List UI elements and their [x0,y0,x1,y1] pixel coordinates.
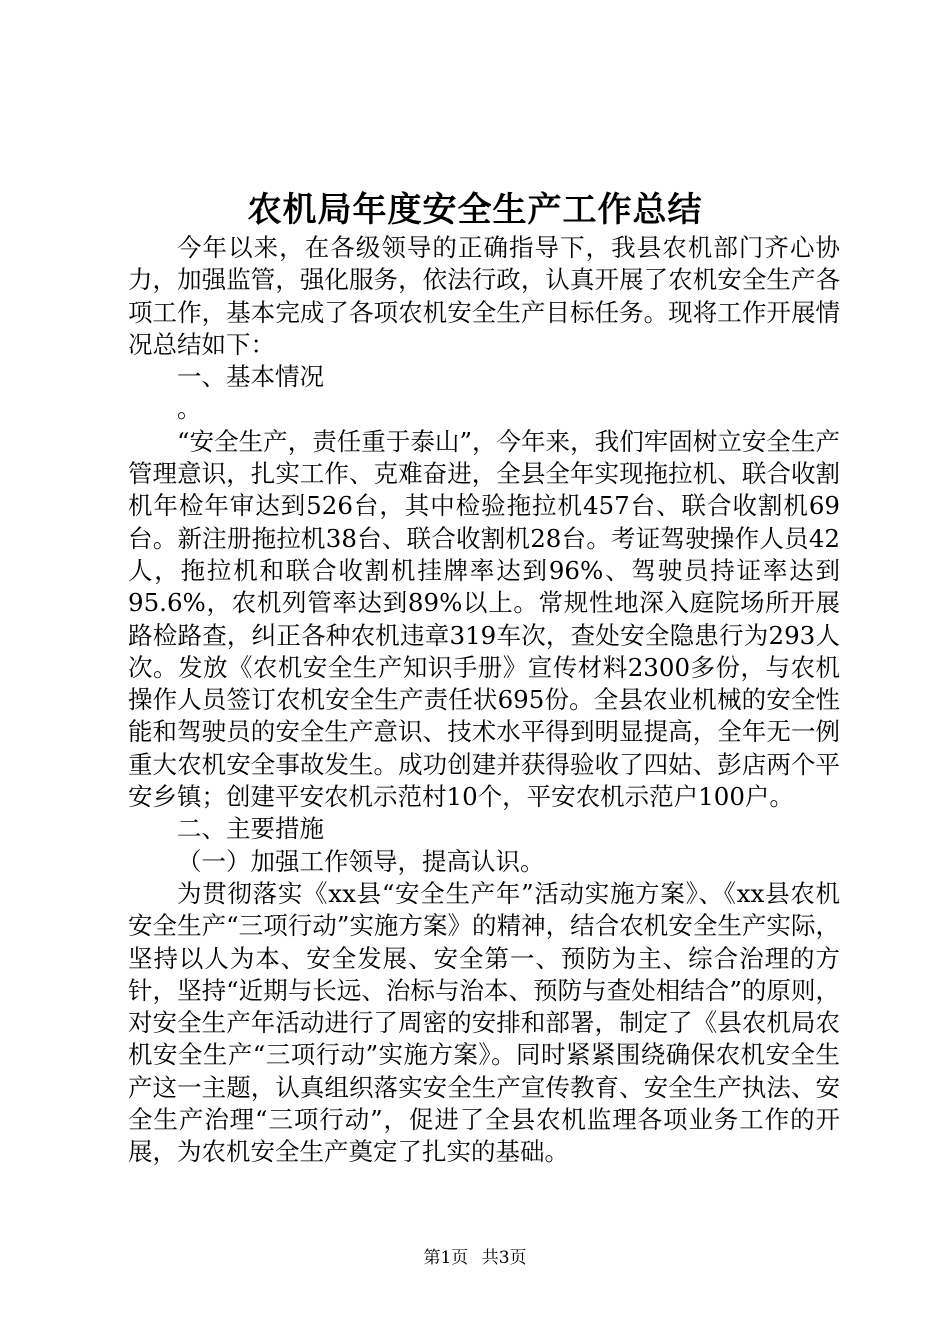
section-heading-measures: 二、主要措施 [177,814,324,844]
page-footer [0,1246,950,1270]
page-total: 共3页 [481,1248,527,1268]
paragraph-intro: 今年以来，在各级领导的正确指导下，我县农机部门齐心协力，加强监管，强化服务，依法行政，认真开展了农机安全生产各项工作，基本完成了各项农机安全生产目标任务。现将工作开展情况总结如下： [128,233,840,359]
paragraph-basic-situation: “安全生产，责任重于泰山”，今年来，我们牢固树立安全生产管理意识，扎实工作、克难奋进，全县全年实现拖拉机、联合收割机年检年审达到526台，其中检验拖拉机457台、联合收割机69台。新注册拖拉机38台、联合收割机28台。考证驾驶操作人员42人，拖拉机和联合收割机挂牌率达到96%、驾驶员持证率达到95.6%，农机列管率达到89%以上。常规性地深入庭院场所开展路检路查，纠正各种农机违章319车次，查处安全隐患行为293人次。发放《农机安全生产知识手册》宣传材料2300多份，与农机操作人员签订农机安全生产责任状695份。全县农业机械的安全性能和驾驶员的安全生产意识、技术水平得到明显提高，全年无一例重大农机安全事故发生。成功创建并获得验收了四姑、彭店两个平安乡镇；创建平安农机示范村10个，平安农机示范户100户。 [128,426,840,812]
document-body [128,232,840,1169]
paragraph-mark: 。 [177,394,202,424]
document-title: 农机局年度安全生产工作总结 [247,190,703,230]
section-heading-basic: 一、基本情况 [177,362,324,392]
subsection-heading-leadership: （一）加强工作领导，提高认识。 [177,846,545,876]
page-number: 第1页 [423,1248,469,1268]
paragraph-leadership: 为贯彻落实《xx县“安全生产年”活动实施方案》、《xx县农机安全生产“三项行动”实施方案》的精神，结合农机安全生产实际，坚持以人为本、安全发展、安全第一、预防为主、综合治理的方针，坚持“近期与长远、治标与治本、预防与查处相结合”的原则，对安全生产年活动进行了周密的安排和部署，制定了《县农机局农机安全生产“三项行动”实施方案》。同时紧紧围绕确保农机安全生产这一主题，认真组织落实安全生产宣传教育、安全生产执法、安全生产治理“三项行动”，促进了全县农机监理各项业务工作的开展，为农机安全生产奠定了扎实的基础。 [128,878,840,1167]
